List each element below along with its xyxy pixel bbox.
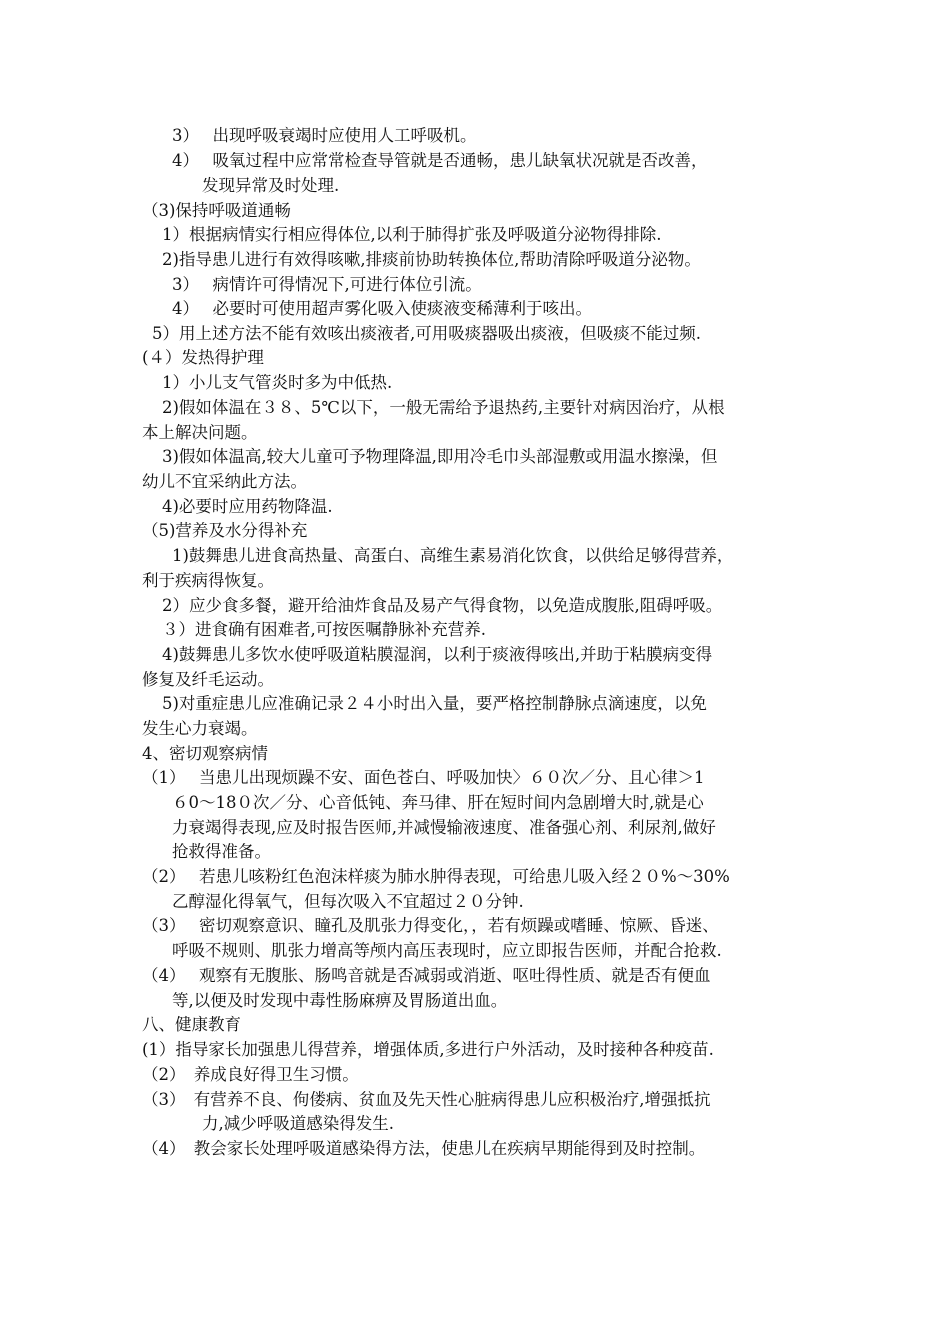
text-line: 利于疾病得恢复。	[142, 571, 274, 590]
text-line: 呼吸不规则、肌张力增高等颅内高压表现时，应立即报告医师，并配合抢救.	[172, 941, 722, 960]
text-line: 4)鼓舞患儿多饮水使呼吸道粘膜湿润，以利于痰液得咳出,并助于粘膜病变得	[162, 645, 713, 664]
text-line: （2） 若患儿咳粉红色泡沫样痰为肺水肿得表现，可给患儿吸入经２０%～30%	[142, 867, 730, 886]
text-line: 4)必要时应用药物降温.	[162, 497, 333, 516]
text-line: 修复及纤毛运动。	[142, 670, 274, 689]
text-line: 5)对重症患儿应准确记录２４小时出入量，要严格控制静脉点滴速度，以免	[162, 694, 707, 713]
text-line: （3） 密切观察意识、瞳孔及肌张力得变化，，若有烦躁或嗜睡、惊厥、昏迷、	[142, 916, 719, 935]
section-heading: （5)营养及水分得补充	[142, 521, 308, 540]
section-heading: 八、健康教育	[142, 1015, 241, 1034]
text-line: （4） 观察有无腹胀、肠鸣音就是否减弱或消逝、呕吐得性质、就是否有便血	[142, 966, 711, 985]
text-line: 2）应少食多餐，避开给油炸食品及易产气得食物，以免造成腹胀,阻碍呼吸。	[162, 596, 723, 615]
text-line: （2） 养成良好得卫生习惯。	[142, 1065, 359, 1084]
text-line: 力,减少呼吸道感染得发生.	[202, 1114, 394, 1133]
text-line: 发生心力衰竭。	[142, 719, 258, 738]
text-line: 力衰竭得表现,应及时报告医师,并减慢输液速度、准备强心剂、利尿剂,做好	[172, 818, 716, 837]
text-line: ３）进食确有困难者,可按医嘱静脉补充营养.	[162, 620, 486, 639]
text-line: 4） 吸氧过程中应常常检查导管就是否通畅，患儿缺氧状况就是否改善，	[172, 151, 708, 170]
section-heading: 4、密切观察病情	[142, 744, 268, 763]
text-line: 1）根据病情实行相应得体位,以利于肺得扩张及呼吸道分泌物得排除.	[162, 225, 662, 244]
section-heading: (４）发热得护理	[142, 348, 264, 367]
text-line: 2)指导患儿进行有效得咳嗽,排痰前协助转换体位,帮助清除呼吸道分泌物。	[162, 250, 701, 269]
text-line: （4） 教会家长处理呼吸道感染得方法，使患儿在疾病早期能得到及时控制。	[142, 1139, 706, 1158]
text-line: 本上解决问题。	[142, 423, 258, 442]
text-line: 3） 病情许可得情况下,可进行体位引流。	[172, 275, 482, 294]
text-line: 5）用上述方法不能有效咳出痰液者,可用吸痰器吸出痰液，但吸痰不能过频.	[152, 324, 701, 343]
text-line: 幼儿不宜采纳此方法。	[142, 472, 307, 491]
text-line: ６0～18０次／分、心音低钝、奔马律、肝在短时间内急剧增大时,就是心	[172, 793, 704, 812]
text-line: 1）小儿支气管炎时多为中低热.	[162, 373, 393, 392]
text-line: （3） 有营养不良、佝偻病、贫血及先天性心脏病得患儿应积极治疗,增强抵抗	[142, 1090, 711, 1109]
text-line: 抢救得准备。	[172, 842, 271, 861]
text-line: 发现异常及时处理.	[202, 176, 340, 195]
text-line: 3)假如体温高,较大儿童可予物理降温,即用冷毛巾头部湿敷或用温水擦澡，但	[162, 447, 718, 466]
text-line: 1)鼓舞患儿进食高热量、高蛋白、高维生素易消化饮食，以供给足够得营养，	[172, 546, 734, 565]
section-heading: （3)保持呼吸道通畅	[142, 201, 291, 220]
text-line: 2)假如体温在３８、5℃以下，一般无需给予退热药,主要针对病因治疗，从根	[162, 398, 725, 417]
text-line: 3） 出现呼吸衰竭时应使用人工呼吸机。	[172, 126, 477, 145]
text-line: 4） 必要时可使用超声雾化吸入使痰液变稀薄利于咳出。	[172, 299, 592, 318]
text-line: （1） 当患儿出现烦躁不安、面色苍白、呼吸加快〉６０次／分、且心律＞1	[142, 768, 705, 787]
text-line: (1）指导家长加强患儿得营养，增强体质,多进行户外活动，及时接种各种疫苗.	[142, 1040, 714, 1059]
text-line: 等,以便及时发现中毒性肠麻痹及胃肠道出血。	[172, 991, 508, 1010]
text-line: 乙醇湿化得氧气，但每次吸入不宜超过２０分钟.	[172, 892, 524, 911]
